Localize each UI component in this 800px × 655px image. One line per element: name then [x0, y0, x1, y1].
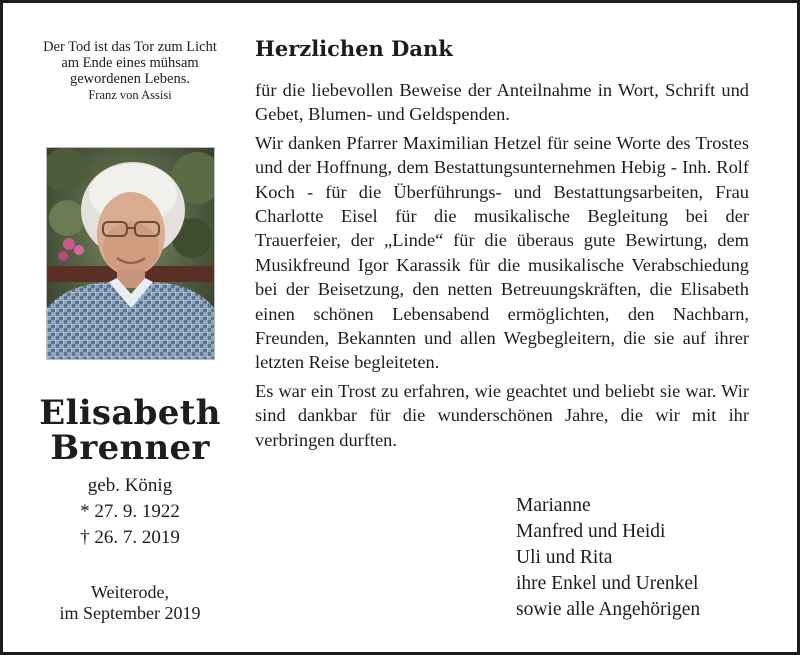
deceased-first-name: Elisabeth — [39, 393, 221, 433]
signature-line: ihre Enkel und Urenkel — [516, 573, 699, 594]
place-line: Weiterode, — [90, 582, 169, 602]
place-date — [17, 582, 243, 624]
quote-block — [17, 39, 243, 103]
signature-line: Marianne — [516, 495, 591, 516]
thanks-text — [255, 78, 749, 456]
paragraph: Wir danken Pfarrer Maximilian Hetzel für seine Worte des Trostes und der Hoffnung, dem Bestattungsunternehmen Hebig - Inh. Rolf Koch - für die Überführungs- und Bestattungsarbeiten, Frau Charlotte Eisel für die musikalische Begleitung bei der Trauerfeier, der „Linde“ für die überaus gute Bewirtung, dem Musikfreund Igor Karassik für die musikalische Verabschiedung bei der Beisetzung, den netten Betreuungskräften, die Elisabeth einen schönen Lebensabend ermöglichten, den Nachbarn, Freunden, Bekannten und allen Wegbegleitern, die sie auf ihrer letzten Reise begleiteten. — [255, 132, 749, 373]
paragraph: Es war ein Trost zu erfahren, wie geachtet und beliebt sie war. Wir sind dankbar für die wunderschönen Jahre, die wir mit ihr verbringen durften. — [255, 380, 749, 450]
date-line: im September 2019 — [59, 603, 201, 623]
signatures — [516, 493, 700, 623]
deceased-last-name: Brenner — [50, 428, 210, 468]
quote-line: am Ende eines mühsam — [61, 55, 199, 71]
signature-line: Manfred und Heidi — [516, 521, 666, 542]
signature-line: sowie alle Angehörigen — [516, 599, 701, 620]
birth-date: * 27. 9. 1922 — [80, 501, 180, 522]
quote-line: Der Tod ist das Tor zum Licht — [43, 39, 217, 55]
signature-line: Uli und Rita — [516, 547, 613, 568]
quote-author: Franz von Assisi — [88, 88, 172, 102]
life-dates — [17, 473, 243, 551]
quote-line: gewordenen Lebens. — [70, 71, 190, 87]
portrait-photo — [46, 147, 215, 360]
death-date: † 26. 7. 2019 — [80, 527, 180, 548]
thanks-heading: Herzlichen Dank — [255, 36, 453, 61]
maiden-name: geb. König — [87, 475, 173, 496]
paragraph: für die liebevollen Beweise der Anteilnahme in Wort, Schrift und Gebet, Blumen- und Geldspenden. — [255, 80, 749, 125]
